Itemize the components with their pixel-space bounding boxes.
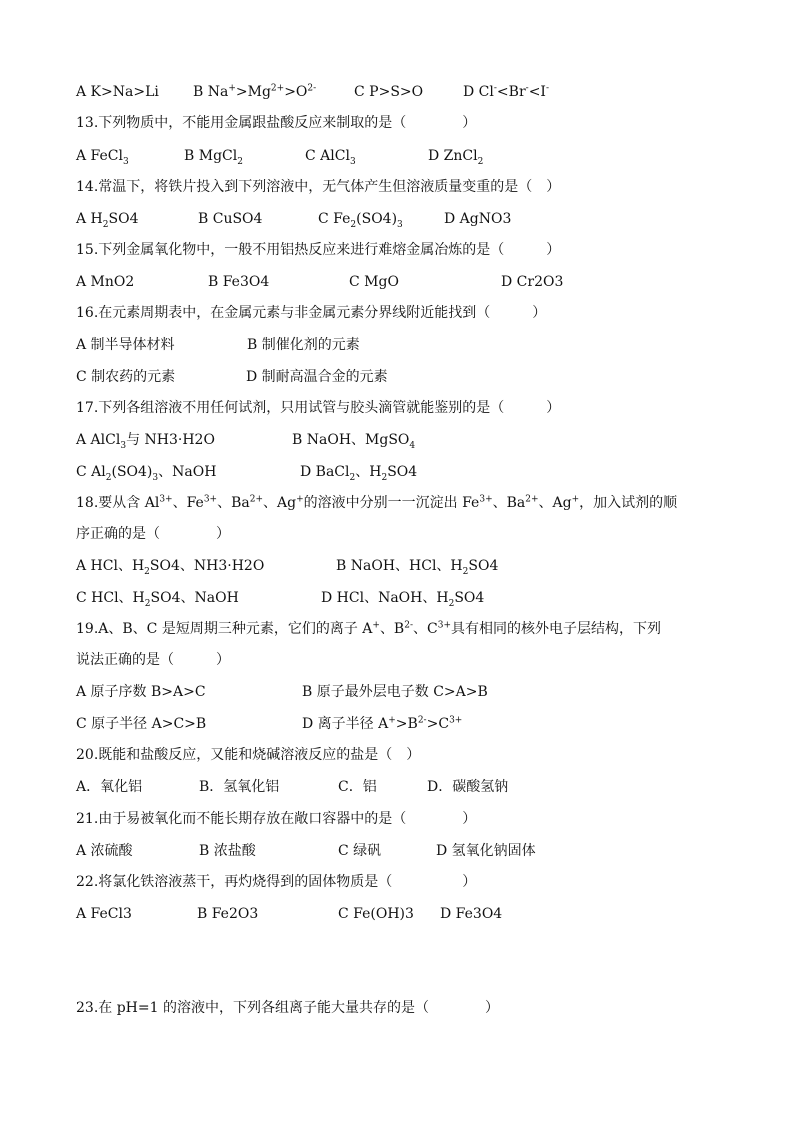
q14-option-a: A $H_2SO4$ <box>76 211 139 230</box>
q13-option-a: A FeCl$_3$ <box>76 148 129 167</box>
q21-stem: 21.由于易被氧化而不能长期存放在敞口容器中的是（ ） <box>76 811 477 827</box>
q22-stem: 22.将氯化铁溶液蒸干，再灼烧得到的固体物质是（ ） <box>76 874 477 890</box>
q13-option-d: D ZnCl$_2$ <box>428 148 484 167</box>
q15-option-d: D Cr2O3 <box>501 274 564 290</box>
q18-option-c: C HCl、$H_2SO4$、NaOH <box>76 590 239 609</box>
q18-option-a: A HCl、$H_2SO4$、NH3·H2O <box>76 558 265 577</box>
q18-stem-line1: 18.要从含 $Al^{3+}$、$Fe^{3+}$、$Ba^{2+}$、Ag+的溶液中分别一一沉淀出 $Fe^{3+}$、$Ba^{2+}$、Ag+，加入试剂的顺 <box>76 494 678 511</box>
q17-option-c: C $Al_2(SO4)_3$、NaOH <box>76 464 217 483</box>
q13-stem: 13.下列物质中，不能用金属跟盐酸反应来制取的是（ ） <box>76 115 477 131</box>
q16-option-b: B 制催化剂的元素 <box>247 337 360 353</box>
q20-option-b: B．氢氧化铝 <box>199 779 280 795</box>
q12-option-a: A K>Na>Li <box>76 84 159 100</box>
q23-stem: 23.在 pH=1 的溶液中，下列各组离子能大量共存的是（ ） <box>76 1000 499 1016</box>
q13-option-c: C AlCl$_3$ <box>305 148 356 167</box>
q12-option-d: D Cl-<Br-<I- <box>463 83 549 100</box>
q21-option-a: A 浓硫酸 <box>76 843 133 859</box>
q18-option-b: B NaOH、HCl、$H_2SO4$ <box>336 558 499 577</box>
q15-option-c: C MgO <box>349 274 399 290</box>
q18-stem-line2: 序正确的是（ ） <box>76 526 230 542</box>
q14-option-d: D AgNO3 <box>444 211 512 227</box>
q16-stem: 16.在元素周期表中，在金属元素与非金属元素分界线附近能找到（ ） <box>76 305 547 321</box>
q19-option-b: B 原子最外层电子数 C>A>B <box>302 684 488 700</box>
q12-option-c: C P>S>O <box>354 84 424 100</box>
q21-option-b: B 浓盐酸 <box>199 843 256 859</box>
q17-stem: 17.下列各组溶液不用任何试剂，只用试管与胶头滴管就能鉴别的是（ ） <box>76 400 561 416</box>
q19-stem-line1: 19.A、B、C 是短周期三种元素，它们的离子 A+、$B^{2-}$、$C^{3+}$具有相同的核外电子层结构，下列 <box>76 620 662 637</box>
q14-stem: 14.常温下，将铁片投入到下列溶液中，无气体产生但溶液质量变重的是（ ） <box>76 179 561 195</box>
q22-option-b: B Fe2O3 <box>197 906 259 922</box>
q19-option-a: A 原子序数 B>A>C <box>76 684 206 700</box>
q15-stem: 15.下列金属氧化物中，一般不用铝热反应来进行难熔金属冶炼的是（ ） <box>76 242 561 258</box>
q19-stem-line2: 说法正确的是（ ） <box>76 652 230 668</box>
q14-option-c: C $Fe_2(SO4)_3$ <box>318 211 403 230</box>
q21-option-d: D 氢氧化钠固体 <box>436 843 536 859</box>
q21-option-c: C 绿矾 <box>338 843 382 859</box>
q16-option-a: A 制半导体材料 <box>76 337 175 353</box>
q20-stem: 20.既能和盐酸反应，又能和烧碱溶液反应的盐是（ ） <box>76 747 421 763</box>
q19-option-c: C 原子半径 A>C>B <box>76 716 207 732</box>
q17-option-d: D BaCl$_2$、$H_2SO4$ <box>300 464 418 483</box>
q18-option-d: D HCl、NaOH、$H_2SO4$ <box>321 590 485 609</box>
q17-option-b: B NaOH、MgSO$_4$ <box>292 432 416 451</box>
q20-option-c: C．铝 <box>338 779 377 795</box>
q20-option-d: D．碳酸氢钠 <box>427 779 509 795</box>
q15-option-a: A MnO2 <box>76 274 135 290</box>
q19-option-d: D 离子半径 $A^+>B^{2-}>C^{3+}$ <box>302 715 463 732</box>
q17-option-a: A AlCl$_3$与 NH3·H2O <box>76 432 215 451</box>
q13-option-b: B MgCl$_2$ <box>184 148 243 167</box>
q12-option-b: B $Na^+>Mg^{2+}>O^{2-}$ <box>193 83 317 100</box>
q15-option-b: B Fe3O4 <box>208 274 270 290</box>
q22-option-d: D Fe3O4 <box>440 906 503 922</box>
q16-option-c: C 制农药的元素 <box>76 369 176 385</box>
q14-option-b: B CuSO4 <box>198 211 263 227</box>
q22-option-c: C Fe(OH)3 <box>338 906 414 922</box>
q20-option-a: A．氧化铝 <box>76 779 143 795</box>
q16-option-d: D 制耐高温合金的元素 <box>246 369 388 385</box>
q22-option-a: A FeCl3 <box>76 906 132 922</box>
